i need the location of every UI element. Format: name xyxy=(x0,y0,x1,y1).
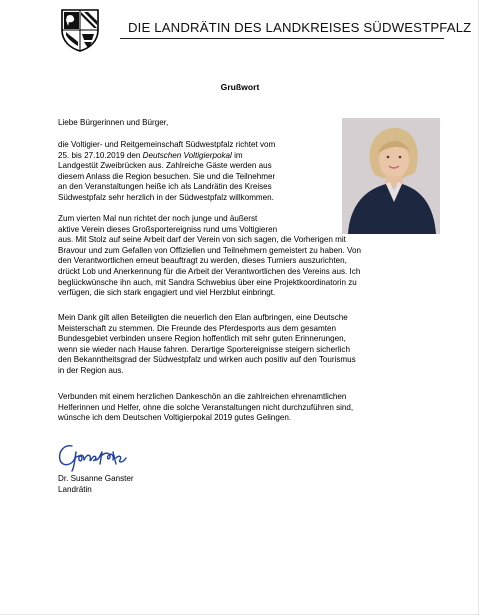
paragraph-2-line: aktive Verein dieses Großsportereigniss rund ums Voltigieren xyxy=(58,224,278,234)
paragraph-4-line: Helferinnen und Helfer, ohne die solche Veranstaltungen nicht durchzuführen sind, xyxy=(58,402,354,412)
handwritten-signature xyxy=(56,436,146,472)
paragraph-1-text: 25. bis 27.10.2019 den xyxy=(58,150,143,160)
paragraph-2-line: drückt Lob und Anerkennung für die Arbeit der Verantwortlichen des Vereins aus. Ich xyxy=(58,266,361,276)
paragraph-1-text: im xyxy=(231,150,243,160)
signer-block xyxy=(58,474,134,495)
paragraph-1-line: Südwestpfalz sehr herzlich in der Südwestpfalz willkommen. xyxy=(58,192,274,202)
salutation: Liebe Bürgerinnen und Bürger, xyxy=(58,118,169,127)
paragraph-3-line: den Bekanntheitsgrad der Südwestpfalz und wirken auch positiv auf den Tourismus xyxy=(58,355,356,365)
paragraph-2-line: Bravour und zum Gefallen von Offiziellen und Teilnehmern gemeistert zu haben. Von xyxy=(58,245,361,255)
paragraph-3-line: in der Region aus. xyxy=(58,365,124,375)
paragraph-4 xyxy=(58,392,353,424)
paragraph-4-line: Verbunden mit einem herzlichen Dankeschön an die zahlreichen ehrenamtlichen xyxy=(58,392,347,401)
paragraph-2-line: Zum vierten Mal nun richtet der noch junge und äußerst xyxy=(58,214,258,223)
paragraph-3-line: wenn sie wieder nach Hause fahren. Derartige Sportereignisse steigern sicherlich xyxy=(58,344,350,354)
paragraph-2-line: den Verantwortlichen erneut beauftragt zu werden, dieses Turniers auszurichten, xyxy=(58,256,347,266)
paragraph-2 xyxy=(58,214,361,299)
paragraph-4-line: wünsche ich dem Deutschen Voltigierpokal 2019 gutes Gelingen. xyxy=(58,413,292,423)
paragraph-1 xyxy=(58,140,275,204)
paragraph-3-line: Mein Dank gilt allen Beteiligten die neuerlich den Elan aufbringen, eine Deutsche xyxy=(58,313,348,322)
paragraph-1-line: an den Veranstaltungen heiße ich als Landrätin des Kreises xyxy=(58,182,272,192)
header-title: DIE LANDRÄTIN DES LANDKREISES SÜDWESTPFALZ xyxy=(128,20,472,35)
paragraph-1-line: die Voltigier- und Reitgemeinschaft Südwestpfalz richtet vom xyxy=(58,140,276,149)
event-name: Deutschen Voltigierpokal xyxy=(142,150,232,160)
letter-heading: Grußwort xyxy=(220,82,260,92)
paragraph-1-line: diesem Anlass die Region besuchen. Sie und die Teilnehmer xyxy=(58,171,276,181)
paragraph-2-line: aus. Mit Stolz auf seine Arbeit darf der Verein von sich sagen, die Vorherigen mit xyxy=(58,235,346,245)
paragraph-1-line: Landgestüt Zweibrücken aus. Zahlreiche Gäste werden aus xyxy=(58,161,272,171)
paragraph-1-line xyxy=(58,151,275,162)
signer-title: Landrätin xyxy=(58,484,92,494)
signer-name: Dr. Susanne Ganster xyxy=(58,474,134,483)
coat-of-arms-icon xyxy=(60,8,100,52)
paragraph-3-line: Meisterschaft zu stemmen. Die Freunde des Pferdesports aus dem gesamten xyxy=(58,323,337,333)
paragraph-3 xyxy=(58,313,356,377)
header-rule xyxy=(120,38,444,39)
paragraph-3-line: Bundesgebiet verbinden unsere Region hoffentlich mit sehr guten Erinnerungen, xyxy=(58,334,346,344)
paragraph-2-line: beglückwünsche ihn auch, mit Sandra Schwebius über eine Projektkoordinatorin zu xyxy=(58,277,357,287)
paragraph-2-line: verfügen, die sich stark engagiert und viel Herzblut einbringt. xyxy=(58,288,276,298)
